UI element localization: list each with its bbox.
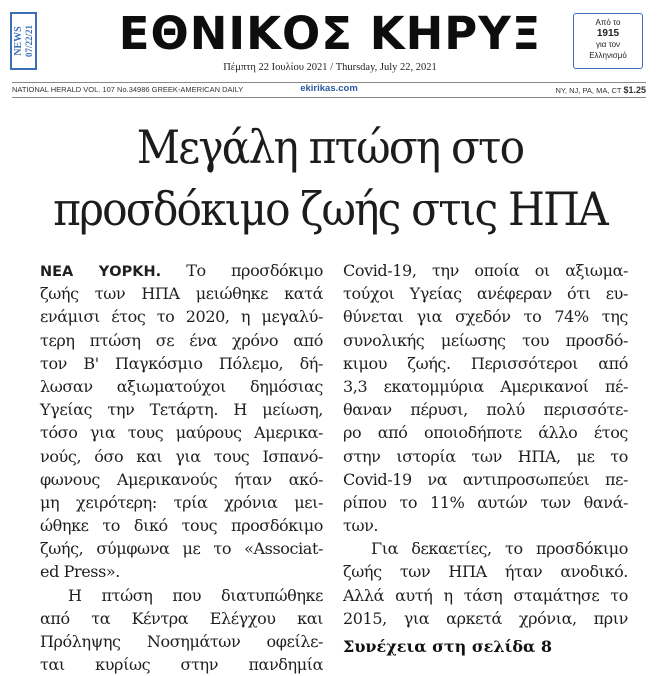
article-lead-location: ΝΕΑ ΥΟΡΚΗ. [40,264,162,280]
column-line: 2015, για αρκετά χρόνια, πριν [343,608,628,628]
column-line: στην ιστορία των ΗΠΑ, με το [343,446,628,466]
column-line: τόσο για τους μαύρους Αμερικα- [40,423,323,443]
column-line: μη χειρότερη: τρία χρόνια μει- [40,492,323,512]
column-line: λωσαν αξιωματούχοι δημόσιας [40,376,323,396]
newspaper-masthead: ΕΘΝΙΚΟΣ ΚΗΡΥΞ [118,7,542,60]
column-line: ζωής, σύμφωνα με το «Associat- [40,539,323,559]
column-line: ζωής των ΗΠΑ ήταν ανοδικό. [343,562,628,582]
article-column-2 [343,259,628,630]
column-line: θύνεται για σχεδόν το 74% της [343,307,628,327]
column-line: ώθηκε το δικό τους προσδόκιμο [40,516,323,536]
price-info [556,85,646,96]
website-link[interactable]: ekirikas.com [300,83,358,94]
since-label: Από το [595,18,621,27]
column-line: νούς, όσο και για τους Ισπανό- [40,446,323,466]
column-line: Υγείας την Τετάρτη. Η μείωση, [40,400,323,420]
column-line: από τα Κέντρα Ελέγχου και [40,608,323,628]
column-line: τερη πτώση σε ένα χρόνο από [40,330,323,350]
column-line: 3,3 εκατομμύρια Αμερικανοί πέ- [343,376,628,396]
column-line: Covid-19 να αντιπροσωπεύει πε- [343,469,628,489]
column-line: ed Press». [40,562,120,582]
column-line: Αλλά αυτή η τάση σταμάτησε το [343,585,628,605]
column-line: των. [343,516,379,536]
column-line: Covid-19, την οποία οι αξιωμα- [343,261,628,280]
volume-info: NATIONAL HERALD VOL. 107 No.34986 GREEK-AMERICAN DAILY [12,85,244,94]
column-line: ται κυρίως στην πανδημία [40,655,323,675]
column-line: ενάμισι έτος το 2020, η μεγαλύ- [40,307,323,327]
headline-line-2: προσδόκιμο ζωής στις ΗΠΑ [53,182,607,236]
badge-label: NEWS [12,26,24,56]
article-headline [45,116,615,240]
column-line: ρο από οποιοδήποτε άλλο έτος [343,423,628,443]
column-line: φωνους Αμερικανούς ήταν ακό- [40,469,323,489]
since-1915-box [573,13,643,69]
states-list: NY, NJ, PA, MA, CT [555,86,622,95]
column-line: τον Β' Παγκόσμιο Πόλεμο, δή- [40,353,323,373]
since-for-label: για τον [595,40,621,49]
dateline: Πέμπτη 22 Ιουλίου 2021 / Thursday, July 22, 2021 [223,62,437,73]
news-date-badge [10,12,37,70]
column-line: κιμου ζωής. Περισσότεροι από [343,353,628,373]
badge-date: 07/22/21 [23,24,34,58]
column-line: ζωής των ΗΠΑ μειώθηκε κατά [40,284,323,304]
headline-line-1: Μεγάλη πτώση στο [136,120,524,174]
column-line: Πρόληψης Νοσημάτων οφείλε- [40,632,323,651]
column-line: Για δεκαετίες, το προσδόκιμο [371,539,628,559]
column-line: θαναν πέρυσι, πολύ περισσότε- [343,400,628,420]
since-year: 1915 [596,28,620,39]
price: $1.25 [623,85,646,95]
info-bar [12,82,646,98]
column-line: τούχοι Υγείας ανέφεραν ότι ευ- [343,284,628,304]
since-hellenism-label: Ελληνισμό [589,51,627,60]
column-line: Η πτώση που διατυπώθηκε [68,585,323,605]
column-line: ΝΕΑ ΥΟΡΚΗ. Το προσδόκιμο [40,261,323,280]
article-column-1 [40,259,323,676]
continued-on-page-link: Συνέχεια στη σελίδα 8 [343,637,553,656]
column-line: ρίπου το 11% αυτών των θανά- [343,492,628,512]
column-line: συνολικής μείωσης του προσδό- [343,330,628,350]
